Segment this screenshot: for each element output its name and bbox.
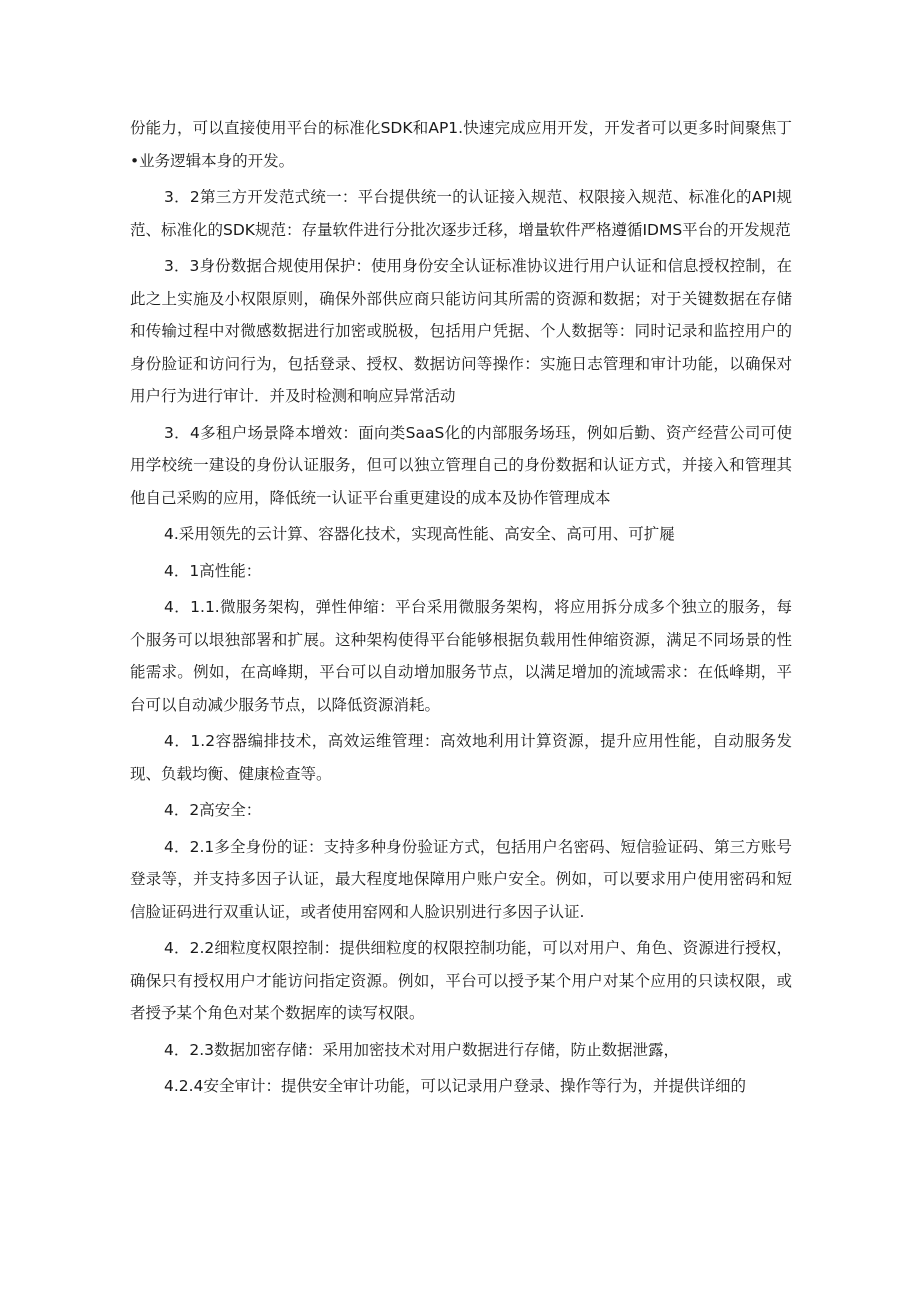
heading-4: 4.采用领先的云计算、容器化技术，实现高性能、高安全、高可用、可扩屣 [164, 525, 675, 543]
paragraph-3-3: 3．3身份数据合规使用保护：使用身份安全认证标准协议进行用户认证和信息授权控制，在此之上实施及小权限原则，确保外部供应商只能访问其所需的资源和数据；对于关键数据在存储和传输过程中对微感数据进行加密或脱极，包括用户凭据、个人数据等：同时记录和监控用户的身份脸证和访问行为，包括登录、授权、数据访问等操作：实施日志管理和审计功能，以确保对用户行为进行审计．并及时检测和响应异常活动 [130, 257, 792, 405]
heading-4-1: 4．1高性能： [164, 561, 262, 580]
paragraph-3-2: 3．2第三方开发范式统一：平台提供统一的认证接入规范、权限接入规范、标准化的API规范、标准化的SDK规范：存量软件进行分批次逐步迁移，增量软件严格遵循IDMS平台的开发规范 [130, 188, 792, 239]
paragraph-1: 份能力，可以直接使用平台的标准化SDK和AP1.快速完成应用开发，开发者可以更多时间聚焦丁•业务逻辑本身的开发。 [130, 119, 792, 170]
paragraph-4-2-1: 4．2.1多全身份的证：支持多种身份验证方式，包括用户名密码、短信验证码、第三方账号登录等，并支持多因子认证，最大程度地保障用户账户安全。例如，可以要求用户使用密码和短信脸证码进行双重认证，或者使用窑网和人脸识别进行多因子认证. [130, 837, 792, 921]
paragraph-4-1-2: 4．1.2容器编排技术，高效运维管理：高效地利用计算资源，提升应用性能，自动服务发现、负载均衡、健康检查等。 [130, 732, 792, 783]
document-page [130, 112, 792, 1107]
paragraph-4-2-3: 4．2.3数据加密存储：采用加密技术对用户数据进行存储，防止数据泄露， [164, 1040, 680, 1059]
heading-4-2: 4．2高安全： [164, 801, 262, 819]
paragraph-4-2-4: 4.2.4安全审计：提供安全审计功能，可以记录用户登录、操作等行为，并提供详细的 [164, 1077, 746, 1095]
paragraph-4-2-2: 4．2.2细粒度权限控制：提供细粒度的权限控制功能，可以对用户、角色、资源进行授权，确保只有授权用户才能访问指定资源。例如，平台可以授予某个用户对某个应用的只读权限，或者授予某个角色对某个数据库的读写权限。 [130, 939, 792, 1022]
paragraph-4-1-1: 4．1.1.微服务架构，弹性伸缩：平台采用微服务架构，将应用拆分成多个独立的服务，每个服务可以垠独部署和扩展。这种架构使得平台能够根据负载用性伸缩资源，满足不同场景的性能需求。例如，在高峰期，平台可以自动增加服务节点，以满足增加的流域需求：在低峰期，平台可以自动减少服务节点，以降低资源消耗。 [130, 598, 792, 714]
paragraph-3-4: 3．4多租户场景降本增效：面向类SaaS化的内部服务场珏，例如后勤、资产经营公司可使用学校统一建设的身份认证服务，但可以独立管理自己的身份数据和认证方式，并接入和管理其他自己采购的应用，降低统一认证平台重更建设的成本及协作管理成本 [130, 423, 792, 507]
